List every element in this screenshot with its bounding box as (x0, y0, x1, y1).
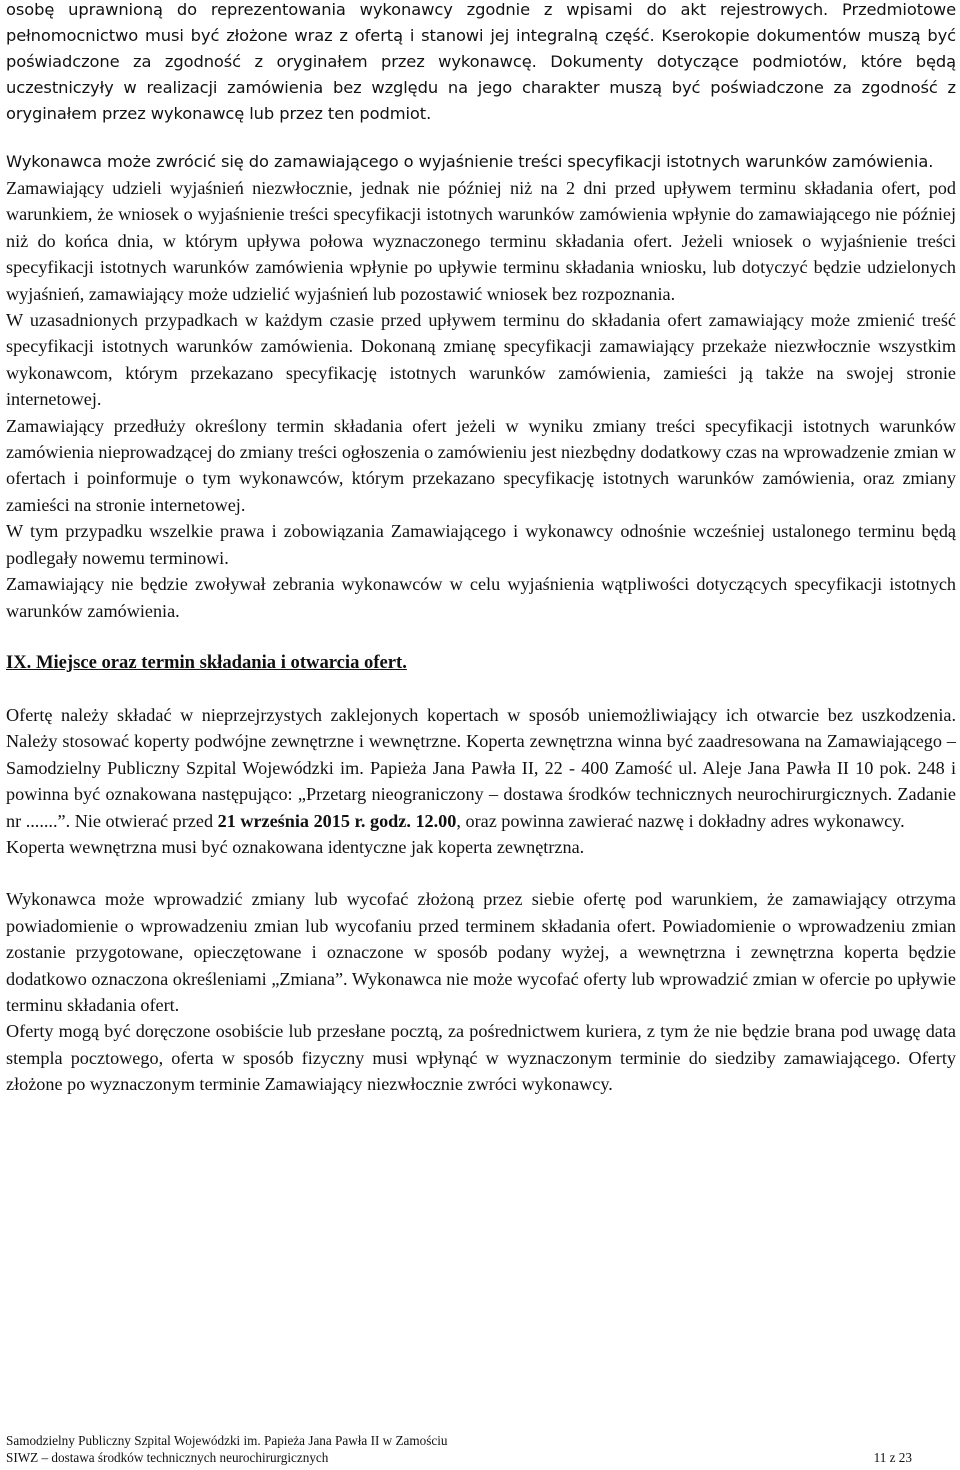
spacer (6, 127, 956, 151)
paragraph-rights-obligations: W tym przypadku wszelkie prawa i zobowiązania Zamawiającego i wykonawcy odnośnie wcześniej ustalonego terminu będą podlegały nowemu terminowi. (6, 521, 956, 568)
paragraph-deadline-extension: Zamawiający przedłuży określony termin składania ofert jeżeli w wyniku zmiany treści specyfikacji istotnych warunków zamówienia nieprowadzącej do zmiany treści ogłoszenia o zamówieniu jest niezbędny dodatkowy czas na wprowadzenie zmian w ofertach i poinformuje o tym wykonawców, którym przekazano specyfikację istotnych warunków zamówienia, oraz zmiany zamieści na stronie internetowej. (6, 415, 956, 515)
footer-document-title: SIWZ – dostawa środków technicznych neurochirurgicznych (6, 1450, 329, 1465)
paragraph-clarification-request: Wykonawca może zwrócić się do zamawiającego o wyjaśnienie treści specyfikacji istotnych warunków zamówienia. (6, 152, 934, 171)
spacer (6, 676, 956, 702)
paragraph-no-meeting: Zamawiający nie będzie zwoływał zebrania wykonawców w celu wyjaśnienia wątpliwości dotyczących specyfikacji istotnych warunków zamówienia. (6, 574, 956, 621)
envelopes-text: Ofertę należy składać w nieprzejrzystych zaklejonych kopertach w sposób uniemożliwiający ich otwarcie bez uszkodzenia. Należy stosować koperty podwójne zewnętrzne i wewnętrzne. Koperta zewnętrzna winna być zaadresowana na Zamawiającego – Samodzielny Publiczny Szpital Wojewódzki im. Papieża Jana Pawła II, 22 - 400 Zamość ul. Aleje Jana Pawła II 10 pok. 248 i powinna być oznakowana następująco: „Przetarg nieograniczony – dostawa środków technicznych neurochirurgicznych. Zadanie nr .......”. Nie otwierać przed (6, 704, 956, 831)
opening-date: 21 września 2015 r. godz. 12.00 (217, 810, 457, 831)
paragraph-delivery: Oferty mogą być doręczone osobiście lub przesłane pocztą, za pośrednictwem kuriera, z tym że nie będzie brana pod uwagę data stempla pocztowego, oferta w sposób fizyczny musi wpłynąć w wyznaczonym terminie do siedziby zamawiającego. Oferty złożone po wyznaczonym terminie Zamawiający niezwłocznie zwróci wykonawcy. (6, 1021, 956, 1095)
paragraph-envelopes (6, 702, 956, 834)
spacer (6, 860, 956, 886)
paragraph-specification-change: W uzasadnionych przypadkach w każdym czasie przed upływem terminu do składania ofert zamawiający może zmienić treść specyfikacji istotnych warunków zamówienia. Dokonaną zmianę specyfikacji zamawiający przekaże niezwłocznie wszystkim wykonawcom, którym przekazano specyfikację istotnych warunków zamówienia, zamieści ją także na swojej stronie internetowej. (6, 310, 956, 410)
block-submission (6, 702, 956, 860)
spacer (6, 624, 956, 650)
block-clarifications (6, 149, 956, 624)
footer-row (6, 1449, 912, 1466)
paragraph-clarification-deadline: Zamawiający udzieli wyjaśnień niezwłocznie, jednak nie później niż na 2 dni przed upływem terminu składania ofert, pod warunkiem, że wniosek o wyjaśnienie treści specyfikacji istotnych warunków zamówienia wpłynie do zamawiającego nie później niż do końca dnia, w którym upływa połowa wyznaczonego terminu składania ofert. Jeżeli wniosek o wyjaśnienie treści specyfikacji istotnych warunków zamówienia wpłynie po upływie terminu składania wniosku, lub dotyczyć będzie udzielonych wyjaśnień, zamawiający może udzielić wyjaśnień lub pozostawić wniosek bez rozpoznania. (6, 178, 956, 304)
paragraph-authorization: osobę uprawnioną do reprezentowania wykonawcy zgodnie z wpisami do akt rejestrowych. Przedmiotowe pełnomocnictwo musi być złożone wraz z ofertą i stanowi jej integralną część. Kserokopie dokumentów muszą być poświadczone za zgodność z oryginałem przez wykonawcę. Dokumenty dotyczące podmiotów, które będą uczestniczyły w realizacji zamówienia bez względu na jego charakter muszą być poświadczone za zgodność z oryginałem przez wykonawcę lub przez ten podmiot. (6, 0, 956, 123)
block-authorization (6, 0, 956, 127)
paragraph-changes-withdrawal: Wykonawca może wprowadzić zmiany lub wycofać złożoną przez siebie ofertę pod warunkiem, że zamawiający otrzyma powiadomienie o wprowadzeniu zmian lub wycofaniu przed terminem składania ofert. Powiadomienie o wprowadzeniu zmian zostanie przygotowane, opieczętowane i oznaczone w sposób podany wyżej, a wewnętrzna i zewnętrzna koperta będzie dodatkowo oznaczona określeniami „Zmiana”. Wykonawca nie może wycofać oferty lub wprowadzić zmian w ofercie po upływie terminu składania ofert. (6, 889, 956, 1015)
envelopes-text-end: , oraz powinna zawierać nazwę i dokładny adres wykonawcy. (456, 810, 905, 831)
page-footer (6, 1432, 912, 1466)
block-withdrawal (6, 886, 956, 1097)
section-heading: IX. Miejsce oraz termin składania i otwarcia ofert. (6, 651, 407, 673)
footer-institution: Samodzielny Publiczny Szpital Wojewódzki im. Papieża Jana Pawła II w Zamościu (6, 1433, 448, 1448)
paragraph-inner-envelope: Koperta wewnętrzna musi być oznakowana identyczne jak koperta zewnętrzna. (6, 836, 585, 857)
page-number: 11 z 23 (873, 1450, 912, 1465)
document-page (6, 0, 956, 1098)
